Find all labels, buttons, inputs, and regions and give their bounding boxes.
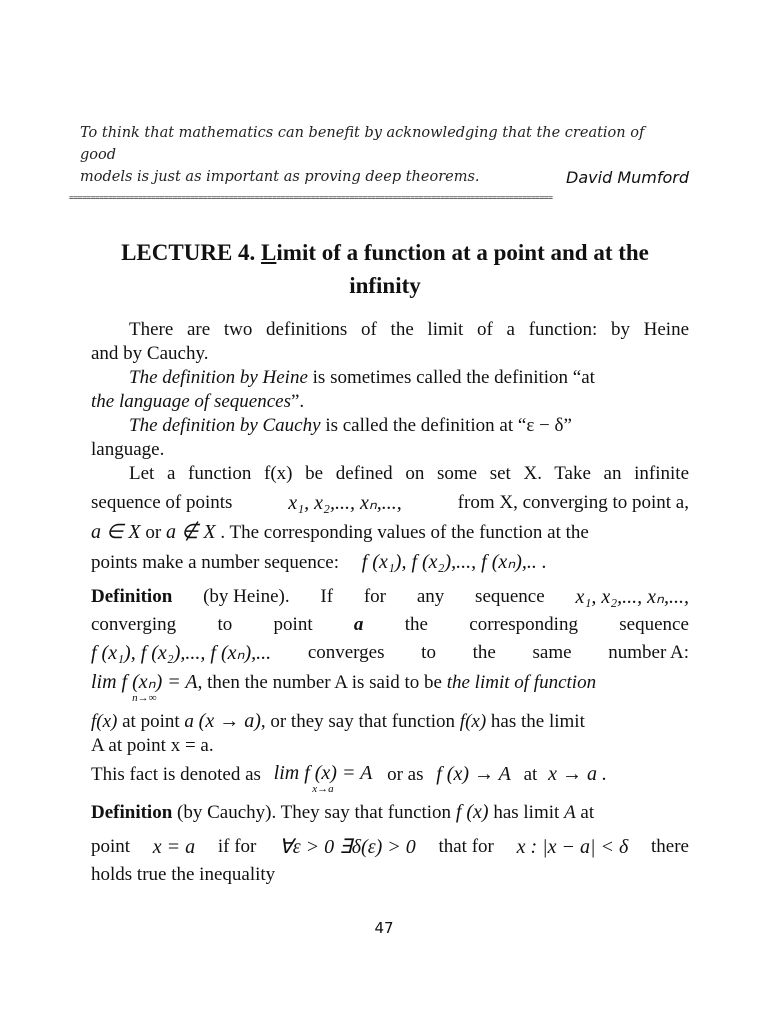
para2-line2 bbox=[91, 390, 689, 414]
cauchy-l1-d: at bbox=[575, 802, 595, 823]
heine-line2 bbox=[91, 613, 689, 637]
heine-line1 bbox=[91, 585, 689, 609]
cauchy-line3: holds true the inequality bbox=[91, 864, 276, 885]
para2-rest: is sometimes called the definition “at bbox=[307, 367, 595, 388]
heine-line6: A at point x = a. bbox=[91, 735, 214, 756]
para4-line2 bbox=[91, 491, 689, 515]
para4-pre: sequence of points bbox=[91, 492, 233, 513]
number-sequence-math: f (x₁), f (x₂),..., f (xₙ),.. . bbox=[361, 551, 547, 573]
cauchy-l2-c: that for bbox=[438, 836, 494, 857]
page-number: 47 bbox=[374, 919, 394, 937]
heine-italic: The definition by Heine bbox=[129, 367, 308, 388]
heine-l5-b: at point bbox=[117, 711, 185, 732]
x-to-a-math: (x → a) bbox=[198, 710, 261, 732]
heine-l3-a: converges bbox=[307, 642, 385, 663]
heine-l5-f: has the limit bbox=[486, 711, 585, 732]
heine-l2-a: converging bbox=[91, 614, 177, 635]
epigraph-line-1: To think that mathematics can benefit by acknowledging that the creation of good bbox=[80, 125, 645, 163]
a-in-x: a ∈ X bbox=[91, 521, 141, 543]
heine-l3-e: number A: bbox=[608, 642, 689, 663]
heine-label: Definition bbox=[91, 586, 173, 607]
denoted-limit-expr: lim f (x) = A bbox=[273, 762, 373, 784]
heine-l2-c: point bbox=[273, 614, 313, 635]
para4-line1: Let a function f(x) be defined on some set X. Take an infinite bbox=[129, 463, 689, 484]
para4-line4-pre: points make a number sequence: bbox=[91, 552, 339, 573]
cauchy-label: Definition bbox=[91, 802, 173, 823]
heine-l4-text: , then the number A is said to be bbox=[197, 672, 447, 693]
title-prefix: LECTURE 4. bbox=[121, 240, 262, 265]
cauchy-l2-d: there bbox=[650, 836, 689, 857]
or-as-text: or as bbox=[387, 764, 424, 785]
heine-l5-d: , or they say that function bbox=[260, 711, 460, 732]
heine-l3-b: to bbox=[421, 642, 436, 663]
heine-line4 bbox=[91, 671, 689, 707]
at-text: at bbox=[523, 764, 538, 785]
heine-l5-a: a bbox=[184, 711, 194, 732]
heine-l1-a: (by Heine). bbox=[203, 586, 290, 607]
heine-l1-d: any bbox=[416, 586, 445, 607]
denoted-limit-math bbox=[274, 762, 373, 794]
sequence-math: x₁, x₂,..., xₙ,..., bbox=[288, 492, 402, 514]
title-line-2: infinity bbox=[349, 273, 421, 298]
para4-line3-post: . The corresponding values of the function at the bbox=[220, 522, 589, 543]
body-text bbox=[91, 318, 689, 887]
para1-line1: There are two definitions of the limit of a function: by Heine bbox=[129, 319, 689, 340]
para3-rest: is called the definition at “ε − δ” bbox=[320, 415, 572, 436]
cauchy-l2-b: if for bbox=[217, 836, 257, 857]
heine-line3 bbox=[91, 641, 689, 665]
a-not-in-x: a ∉ X bbox=[165, 521, 216, 543]
denoted-limit-sub: x→a bbox=[312, 783, 334, 795]
heine-l2-e: the bbox=[404, 614, 428, 635]
cauchy-italic: The definition by Cauchy bbox=[129, 415, 321, 436]
para2-line1 bbox=[91, 366, 689, 390]
epigraph-line-2: models is just as important as proving deep theorems. bbox=[80, 169, 480, 185]
heine-limit-math bbox=[91, 671, 198, 703]
title-underlined-letter: L bbox=[261, 240, 277, 265]
x-eq-a-math: x = a bbox=[152, 836, 196, 858]
heine-l3-d: same bbox=[532, 642, 572, 663]
heine-limit-expr: lim f (xₙ) = A bbox=[91, 671, 198, 693]
heine-fx-1: f(x) bbox=[91, 711, 118, 732]
x-condition-math: x : |x − a| < δ bbox=[516, 836, 629, 858]
heine-function-sequence-math: f (x₁), f (x₂),..., f (xₙ),... bbox=[91, 642, 272, 664]
heine-l2-b: to bbox=[217, 614, 233, 635]
cauchy-line1 bbox=[91, 800, 689, 825]
cauchy-l1-b: has limit bbox=[488, 802, 565, 823]
title-line-1 bbox=[80, 236, 690, 269]
heine-fx-2: f(x) bbox=[459, 711, 487, 732]
cauchy-l2-a: point bbox=[91, 836, 131, 857]
para3-line2: language. bbox=[91, 439, 165, 460]
heine-l2-g: sequence bbox=[619, 614, 689, 635]
heine-l1-e: sequence bbox=[475, 586, 545, 607]
cauchy-fx-math: f (x) bbox=[455, 801, 489, 823]
heine-limit-sub: n→∞ bbox=[132, 692, 157, 704]
or-text: or bbox=[145, 522, 162, 543]
sequences-italic: the language of sequences bbox=[91, 391, 291, 412]
f-to-a-math: f (x) → A bbox=[436, 763, 511, 785]
heine-l1-c: for bbox=[363, 586, 387, 607]
denoted-text: This fact is denoted as bbox=[91, 764, 261, 785]
para4-post: from X, converging to point a, bbox=[457, 492, 689, 513]
para3-line1 bbox=[91, 414, 689, 438]
para4-line3 bbox=[91, 520, 689, 545]
title-rest: imit of a function at a point and at the bbox=[276, 240, 649, 265]
heine-sequence-math: x₁, x₂,..., xₙ,..., bbox=[575, 586, 689, 608]
cauchy-l1-a: (by Cauchy). They say that function bbox=[172, 802, 456, 823]
heine-l1-b: If bbox=[320, 586, 334, 607]
lecture-title bbox=[80, 236, 690, 302]
para2-end: ”. bbox=[290, 391, 305, 412]
heine-point-a: a bbox=[353, 614, 364, 635]
heine-line5 bbox=[91, 709, 689, 734]
x-to-a-math-2: x → a . bbox=[548, 763, 607, 785]
cauchy-a: A bbox=[564, 802, 576, 823]
epigraph-author: David Mumford bbox=[566, 168, 689, 187]
heine-l3-c: the bbox=[472, 642, 496, 663]
para4-line4 bbox=[91, 550, 689, 575]
separator-rule: ================================================================================================================ bbox=[69, 194, 553, 202]
heine-l4-italic: the limit of function bbox=[446, 672, 597, 693]
cauchy-line2 bbox=[91, 835, 689, 859]
epsilon-delta-math: ∀ε > 0 ∃δ(ε) > 0 bbox=[279, 836, 416, 858]
para1-line2: and by Cauchy. bbox=[91, 343, 209, 364]
heine-l2-f: corresponding bbox=[469, 614, 578, 635]
heine-line7 bbox=[91, 762, 689, 800]
